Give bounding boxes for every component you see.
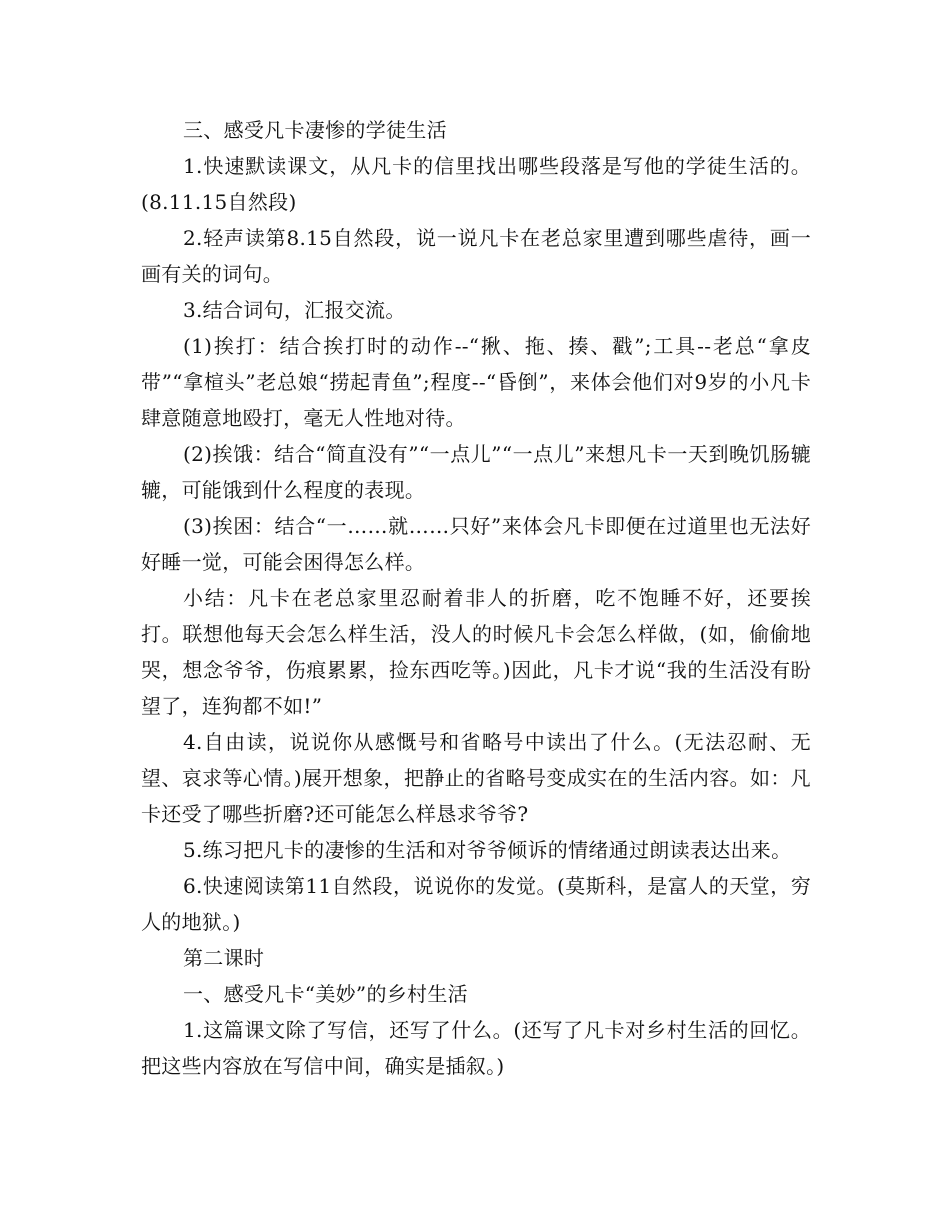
paragraph-step-1: 1.快速默读课文，从凡卡的信里找出哪些段落是写他的学徒生活的。(8.11.15自然段) [141,154,811,214]
section-heading-village-life: 一、感受凡卡“美妙”的乡村生活 [183,982,468,1006]
paragraph-sleepy: (3)挨困：结合“一……就……只好”来体会凡卡即便在过道里也无法好好睡一觉，可能会困得怎么样。 [141,514,811,574]
paragraph-step-5: 5.练习把凡卡的凄惨的生活和对爷爷倾诉的情绪通过朗读表达出来。 [183,838,792,862]
paragraph-step-2: 2.轻声读第8.15自然段，说一说凡卡在老总家里遭到哪些虐待，画一画有关的词句。 [141,226,811,286]
paragraph-step-3: 3.结合词句，汇报交流。 [183,298,406,322]
paragraph-beaten: (1)挨打：结合挨打时的动作--“揪、拖、揍、戳”;工具--老总“拿皮带”“拿楦头”老总娘“捞起青鱼”;程度--“昏倒”，来体会他们对9岁的小凡卡肆意随意地殴打，毫无人性地对待。 [141,334,811,430]
paragraph-hungry: (2)挨饿：结合“简直没有”“一点儿”“一点儿”来想凡卡一天到晚饥肠辘辘，可能饿到什么程度的表现。 [141,442,811,502]
section-heading-apprentice-life: 三、感受凡卡凄惨的学徒生活 [183,118,447,142]
document-body [141,112,811,1084]
paragraph-summary: 小结：凡卡在老总家里忍耐着非人的折磨，吃不饱睡不好，还要挨打。联想他每天会怎么样生活，没人的时候凡卡会怎么样做，(如，偷偷地哭，想念爷爷，伤痕累累，捡东西吃等。)因此，凡卡才说“我的生活没有盼望了，连狗都不如!” [141,586,811,718]
lesson-heading-second: 第二课时 [183,946,265,970]
paragraph-step-4: 4.自由读，说说你从感慨号和省略号中读出了什么。(无法忍耐、无望、哀求等心情。)展开想象，把静止的省略号变成实在的生活内容。如：凡卡还受了哪些折磨?还可能怎么样恳求爷爷? [141,730,811,826]
paragraph-village-step-1: 1.这篇课文除了写信，还写了什么。(还写了凡卡对乡村生活的回忆。把这些内容放在写信中间，确实是插叙。) [141,1018,811,1078]
paragraph-step-6: 6.快速阅读第11自然段，说说你的发觉。(莫斯科，是富人的天堂，穷人的地狱。) [141,874,811,934]
